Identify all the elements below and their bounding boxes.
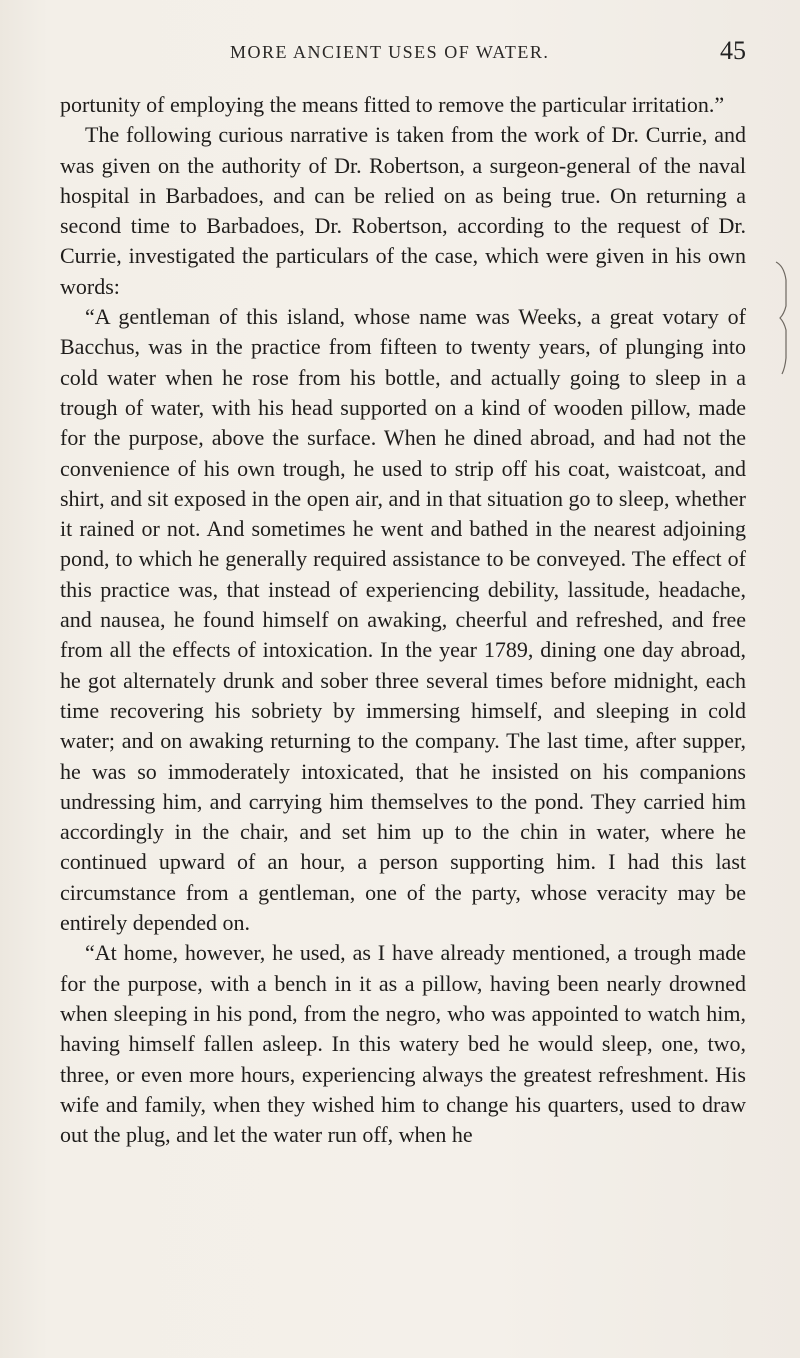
body-text — [60, 90, 746, 1150]
running-head — [60, 36, 746, 66]
page-number: 45 — [720, 36, 746, 65]
paragraph-quotation-weeks: “A gentleman of this island, whose name was Weeks, a great votary of Bacchus, was in the practice from fifteen to twenty years, of plunging into cold water when he rose from his bottle, and actually going to sleep in a trough of water, with his head supported on a kind of wooden pillow, made for the purpose, above the surface. When he dined abroad, and had not the convenience of his own trough, he used to strip off his coat, waistcoat, and shirt, and sit exposed in the open air, and in that situation go to sleep, whether it rained or not. And sometimes he went and bathed in the nearest adjoining pond, to which he generally required assistance to be conveyed. The effect of this practice was, that instead of experiencing debility, lassitude, headache, and nausea, he found himself on awaking, cheerful and refreshed, and free from all the effects of intoxication. In the year 1789, dining one day abroad, he got alternately drunk and sober three several times before midnight, each time recovering his sobriety by immersing himself, and sleeping in cold water; and on awaking returning to the company. The last time, after supper, he was so immoderately intoxicated, that he insisted on his companions undressing him, and carrying him themselves to the pond. They carried him accordingly in the chair, and set him up to the chin in water, where he continued upward of an hour, a person supporting him. I had this last circumstance from a gentleman, one of the party, whose veracity may be entirely depended on. — [60, 304, 746, 936]
margin-bracket-mark — [774, 258, 790, 378]
paragraph-narrative-intro: The following curious narrative is taken from the work of Dr. Currie, and was given on the authority of Dr. Robertson, a surgeon-general of the naval hospital in Barbadoes, and can be relied on as being true. On returning a second time to Barbadoes, Dr. Robertson, according to the request of Dr. Currie, investigated the particulars of the case, which were given in his own words: — [60, 122, 746, 299]
paragraph-continuation: portunity of employing the means fitted to remove the particular irritation.” — [60, 92, 725, 117]
paragraph-quotation-home: “At home, however, he used, as I have already mentioned, a trough made for the purpose, with a bench in it as a pillow, having been nearly drowned when sleeping in his pond, from the negro, who was appointed to watch him, having himself fallen asleep. In this watery bed he would sleep, one, two, three, or even more hours, experiencing always the greatest refreshment. His wife and family, when they wished him to change his quarters, used to draw out the plug, and let the water run off, when he — [60, 940, 746, 1148]
running-title: MORE ANCIENT USES OF WATER. — [230, 42, 550, 62]
